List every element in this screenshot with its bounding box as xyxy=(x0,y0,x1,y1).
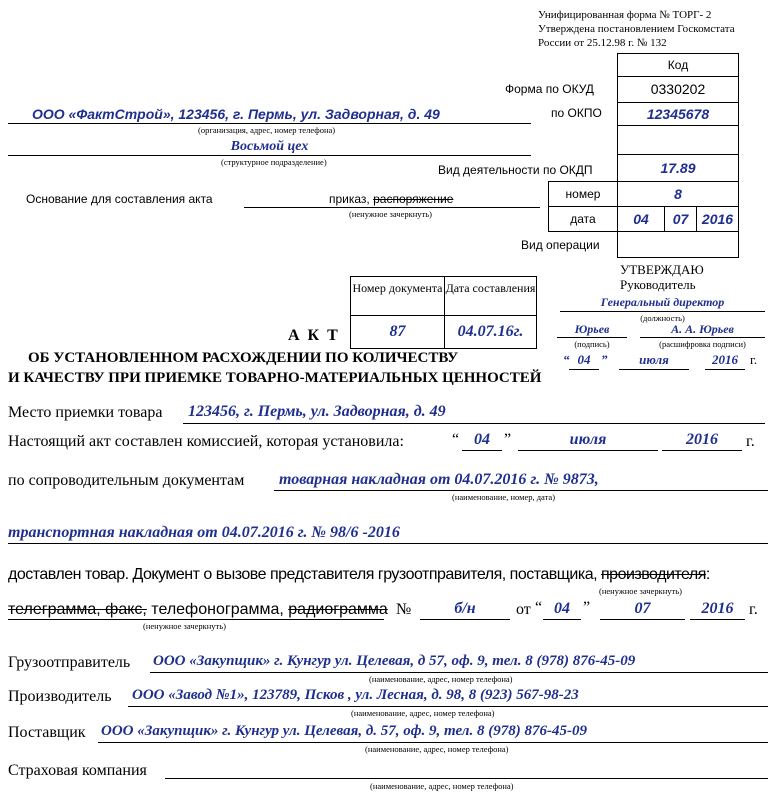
nomer-label: номер xyxy=(548,181,618,207)
producer-caption: (наименование, адрес, номер телефона) xyxy=(351,708,495,718)
form-line-2: Утверждена постановлением Госкомстата xyxy=(538,23,735,35)
doc-number-header: Номер документа xyxy=(350,276,445,316)
producer-line xyxy=(128,706,768,707)
tel-text: телеграмма, факс, телефонограмма, радиограмма xyxy=(8,601,388,618)
approve-decoding: А. А. Юрьев xyxy=(671,322,734,336)
from-year: 2016 xyxy=(701,600,734,617)
from-month-line xyxy=(600,619,685,620)
okdp-label: Вид деятельности по ОКДП xyxy=(438,163,593,177)
from-day: 04 xyxy=(554,600,570,617)
supplier-value: ООО «Закупщик» г. Кунгур ул. Целевая, д. 57, оф. 9, тел. 8 (978) 876-45-09 xyxy=(101,723,587,739)
division-caption: (структурное подразделение) xyxy=(221,157,327,167)
doc-date-value: 04.07.16г. xyxy=(444,315,537,349)
okud-value: 0330202 xyxy=(617,76,739,103)
decoding-line xyxy=(640,337,765,338)
insurer-line xyxy=(165,778,768,779)
docs-line-1 xyxy=(274,490,768,491)
data-label: дата xyxy=(548,206,618,232)
nomer-value: 8 xyxy=(617,181,739,207)
act-title-1: ОБ УСТАНОВЛЕННОМ РАСХОЖДЕНИИ ПО КОЛИЧЕСТВУ xyxy=(28,350,459,366)
okpo-label: по ОКПО xyxy=(551,106,602,120)
delivered-text: доставлен товар. Документ о вызове представителя грузоотправителя, поставщика, производителя: xyxy=(8,566,710,583)
from-month: 07 xyxy=(634,600,651,617)
docs-label: по сопроводительным документам xyxy=(8,472,245,489)
supplier-caption: (наименование, адрес, номер телефона) xyxy=(365,744,509,754)
basis-struck: распоряжение xyxy=(373,192,454,206)
num-line xyxy=(420,619,510,620)
doc-number-value: 87 xyxy=(350,315,445,349)
docs-value-1: товарная накладная от 04.07.2016 г. № 9873, xyxy=(279,471,599,488)
shipper-label: Грузоотправитель xyxy=(8,654,131,671)
approve-date: “ 04 ” июля 2016 г. xyxy=(563,352,758,367)
data-year: 2016 xyxy=(696,206,739,232)
data-month: 07 xyxy=(664,206,697,232)
comm-month-line xyxy=(518,450,658,451)
shipper-value: ООО «Закупщик» г. Кунгур ул. Целевая, д 57, оф. 9, тел. 8 (978) 876-45-09 xyxy=(153,653,636,669)
division-value: Восьмой цех xyxy=(230,139,309,154)
comm-month: июля xyxy=(569,431,607,448)
num-sign: № xyxy=(396,601,412,618)
basis-line xyxy=(244,207,540,208)
decoding-caption: (расшифровка подписи) xyxy=(659,339,746,349)
commission-label: Настоящий акт составлен комиссией, которая установила: xyxy=(8,433,404,450)
comm-day-line xyxy=(462,450,502,451)
signature-line xyxy=(557,337,627,338)
comm-day: 04 xyxy=(474,431,490,448)
place-label: Место приемки товара xyxy=(8,404,163,421)
basis-plain: приказ, xyxy=(329,192,374,206)
supplier-label: Поставщик xyxy=(8,724,86,741)
data-day: 04 xyxy=(617,206,665,232)
docs-line-2 xyxy=(8,543,768,544)
approve-month: июля xyxy=(639,352,669,367)
position-caption: (должность) xyxy=(640,313,685,323)
shipper-caption: (наименование, адрес, номер телефона) xyxy=(369,674,513,684)
tel-line xyxy=(8,619,384,620)
comm-year: 2016 xyxy=(686,431,718,448)
signature-caption: (подпись) xyxy=(574,339,610,349)
approve-year: 2016 xyxy=(712,352,738,367)
insurer-caption: (наименование, адрес, номер телефона) xyxy=(370,781,514,791)
delivered-caption: (ненужное зачеркнуть) xyxy=(599,586,682,596)
num-value: б/н xyxy=(454,600,476,617)
approve-title: УТВЕРЖДАЮ xyxy=(620,262,704,277)
basis-caption: (ненужное зачеркнуть) xyxy=(349,209,432,219)
form-line-3: России от 25.12.98 г. № 132 xyxy=(538,37,667,49)
okdp-value: 17.89 xyxy=(617,154,739,182)
approve-role: Руководитель xyxy=(620,277,696,292)
basis-value xyxy=(329,192,453,206)
form-header xyxy=(538,8,735,50)
approve-month-line xyxy=(619,369,689,370)
from-day-line xyxy=(543,619,581,620)
comm-year-line xyxy=(662,450,742,451)
approve-year-line xyxy=(705,369,745,370)
delivered-struck: производителя xyxy=(601,566,706,583)
doc-date-header: Дата составления xyxy=(444,276,537,316)
approve-day-line xyxy=(569,369,599,370)
org-caption: (организация, адрес, номер телефона) xyxy=(198,125,336,135)
org-name: ООО «ФактСтрой», 123456, г. Пермь, ул. Задворная, д. 49 xyxy=(32,106,440,122)
place-line xyxy=(183,423,765,424)
vid-oper-label: Вид операции xyxy=(521,238,600,252)
basis-label: Основание для составления акта xyxy=(26,192,213,206)
vid-oper-value xyxy=(617,231,739,258)
act-label: А К Т xyxy=(288,327,340,344)
org-line xyxy=(8,123,531,124)
approve-day: 04 xyxy=(577,352,591,367)
from-year-line xyxy=(690,619,745,620)
position-line xyxy=(560,311,765,312)
okpo-value: 12345678 xyxy=(617,102,739,126)
approve-signature: Юрьев xyxy=(574,322,610,336)
producer-value: ООО «Завод №1», 123789, Псков , ул. Лесная, д. 98, 8 (923) 567-98-23 xyxy=(132,687,579,703)
tel-caption: (ненужное зачеркнуть) xyxy=(143,621,226,631)
producer-label: Производитель xyxy=(8,688,112,705)
kod-header: Код xyxy=(617,53,739,77)
okpo-blank-1 xyxy=(617,125,739,155)
docs-value-2: транспортная накладная от 04.07.2016 г. № 98/6 -2016 xyxy=(8,524,400,541)
insurer-label: Страховая компания xyxy=(8,762,147,779)
shipper-line xyxy=(150,672,768,673)
place-value: 123456, г. Пермь, ул. Задворная, д. 49 xyxy=(188,403,446,420)
docs-caption: (наименование, номер, дата) xyxy=(452,492,556,502)
act-title-2: И КАЧЕСТВУ ПРИ ПРИЕМКЕ ТОВАРНО-МАТЕРИАЛЬНЫХ ЦЕННОСТЕЙ xyxy=(8,370,542,386)
division-line xyxy=(8,155,531,156)
approve-position: Генеральный директор xyxy=(600,295,725,309)
okud-label: Форма по ОКУД xyxy=(505,82,594,96)
form-line-1: Унифицированная форма № ТОРГ- 2 xyxy=(538,9,712,21)
from-label: от xyxy=(516,601,531,618)
supplier-line xyxy=(98,742,768,743)
